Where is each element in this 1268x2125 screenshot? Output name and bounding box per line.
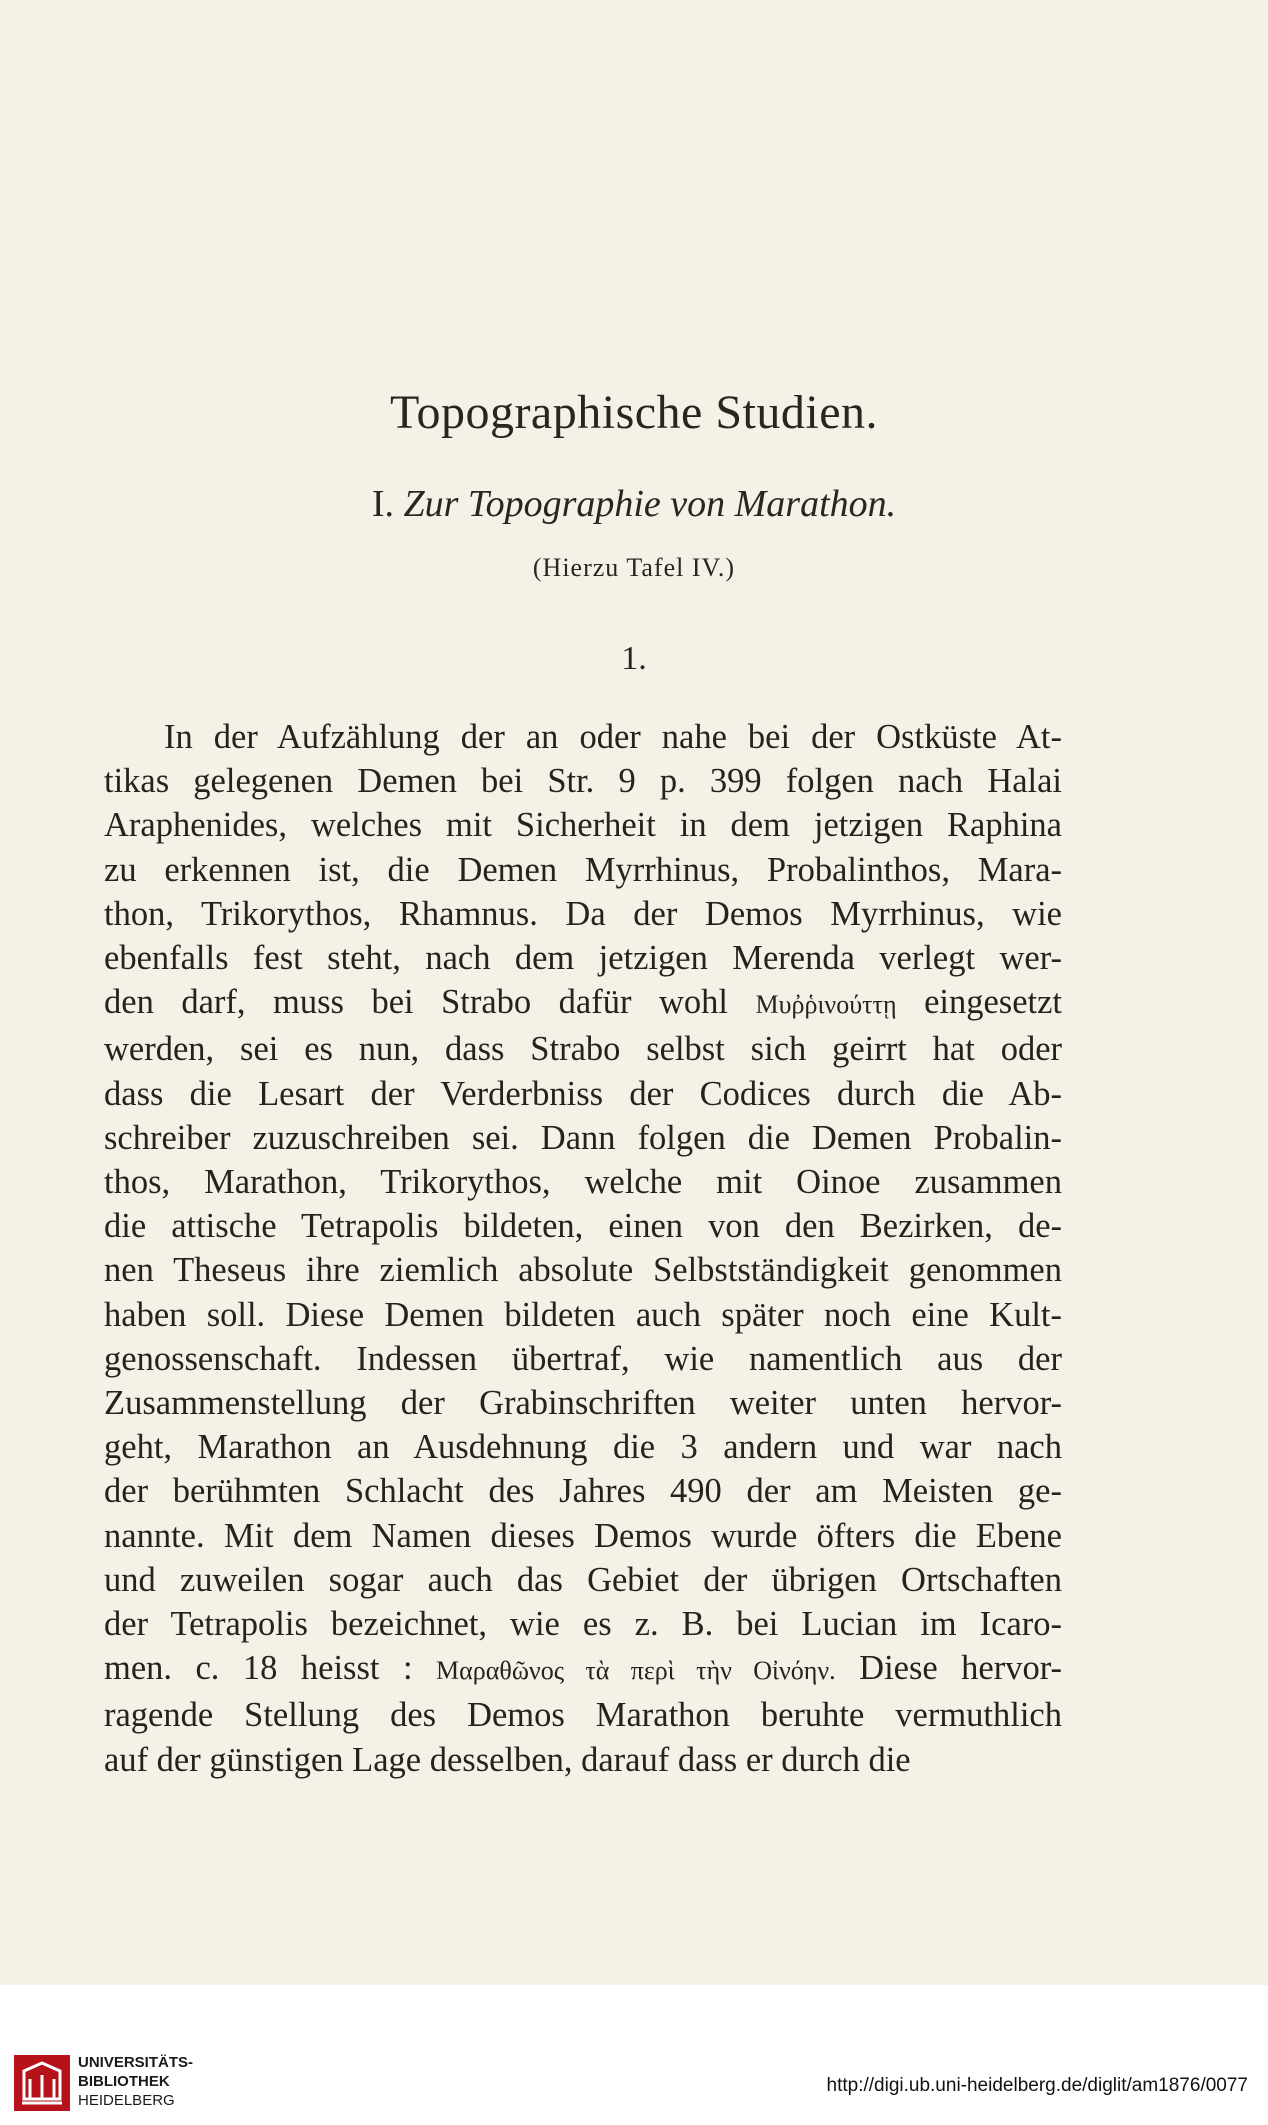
text-line: Zusammenstellung der Grabinschriften weiter unten hervor- xyxy=(104,1384,1062,1423)
text-segment: den darf, muss bei Strabo dafür wohl xyxy=(104,983,728,1022)
plate-note: (Hierzu Tafel IV.) xyxy=(532,553,736,582)
library-logo-icon xyxy=(14,2055,70,2111)
text-segment: men. c. 18 heisst : xyxy=(104,1649,413,1688)
text-segment: Diese hervor- xyxy=(859,1649,1063,1688)
text-line: Araphenides, welches mit Sicherheit in dem jetzigen Raphina xyxy=(104,806,1062,845)
chapter-heading xyxy=(0,482,1268,526)
library-name xyxy=(78,2053,193,2110)
text-line: ragende Stellung des Demos Marathon beruhte vermuthlich xyxy=(104,1696,1062,1735)
text-line xyxy=(104,980,1062,1027)
greek-quote: Μαραθῶνος τὰ περὶ τὴν Οἰνόην. xyxy=(436,1656,836,1686)
main-title: Topographische Studien. xyxy=(389,386,879,439)
text-line: thos, Marathon, Trikorythos, welche mit Oinoe zusammen xyxy=(104,1163,1062,1202)
text-line: nannte. Mit dem Namen dieses Demos wurde öfters die Ebene xyxy=(104,1516,1062,1555)
text-line: thon, Trikorythos, Rhamnus. Da der Demos Myrrhinus, wie xyxy=(104,894,1062,933)
text-line: nen Theseus ihre ziemlich absolute Selbstständigkeit genommen xyxy=(104,1251,1062,1290)
text-line: In der Aufzählung der an oder nahe bei der Ostküste At- xyxy=(164,718,1062,756)
chapter-number: I. xyxy=(371,483,394,525)
library-name-line: BIBLIOTHEK xyxy=(78,2073,170,2090)
text-line: dass die Lesart der Verderbniss der Codices durch die Ab- xyxy=(104,1074,1062,1113)
text-line: der berühmten Schlacht des Jahres 490 der am Meisten ge- xyxy=(104,1472,1062,1511)
library-name-line: HEIDELBERG xyxy=(78,2092,175,2109)
text-line: geht, Marathon an Ausdehnung die 3 andern und war nach xyxy=(104,1428,1062,1467)
permalink-url[interactable]: http://digi.ub.uni-heidelberg.de/diglit/am1876/0077 xyxy=(826,2075,1248,2096)
library-name-line: UNIVERSITÄTS- xyxy=(78,2054,194,2071)
section-number: 1. xyxy=(621,640,647,677)
text-line: ebenfalls fest steht, nach dem jetzigen Merenda verlegt wer- xyxy=(104,939,1062,978)
text-line: zu erkennen ist, die Demen Myrrhinus, Probalinthos, Mara- xyxy=(104,850,1062,889)
text-line: werden, sei es nun, dass Strabo selbst sich geirrt hat oder xyxy=(104,1030,1062,1069)
text-line: auf der günstigen Lage desselben, darauf dass er durch die xyxy=(104,1740,911,1779)
text-line: der Tetrapolis bezeichnet, wie es z. B. bei Lucian im Icaro- xyxy=(104,1605,1062,1644)
greek-word: Μυῤῥινούττῃ xyxy=(755,990,897,1020)
text-line: tikas gelegenen Demen bei Str. 9 p. 399 folgen nach Halai xyxy=(104,762,1062,801)
text-line: und zuweilen sogar auch das Gebiet der übrigen Ortschaften xyxy=(104,1560,1062,1599)
text-segment: eingesetzt xyxy=(924,983,1063,1022)
text-line: genossenschaft. Indessen übertraf, wie namentlich aus der xyxy=(104,1339,1062,1378)
text-line: schreiber zuzuschreiben sei. Dann folgen die Demen Probalin- xyxy=(104,1118,1062,1157)
text-line: haben soll. Diese Demen bildeten auch später noch eine Kult- xyxy=(104,1295,1062,1334)
chapter-title: Zur Topographie von Marathon. xyxy=(403,483,897,525)
text-line: die attische Tetrapolis bildeten, einen von den Bezirken, de- xyxy=(104,1207,1062,1246)
body-paragraph xyxy=(104,715,1062,1782)
text-line xyxy=(104,1646,1062,1693)
